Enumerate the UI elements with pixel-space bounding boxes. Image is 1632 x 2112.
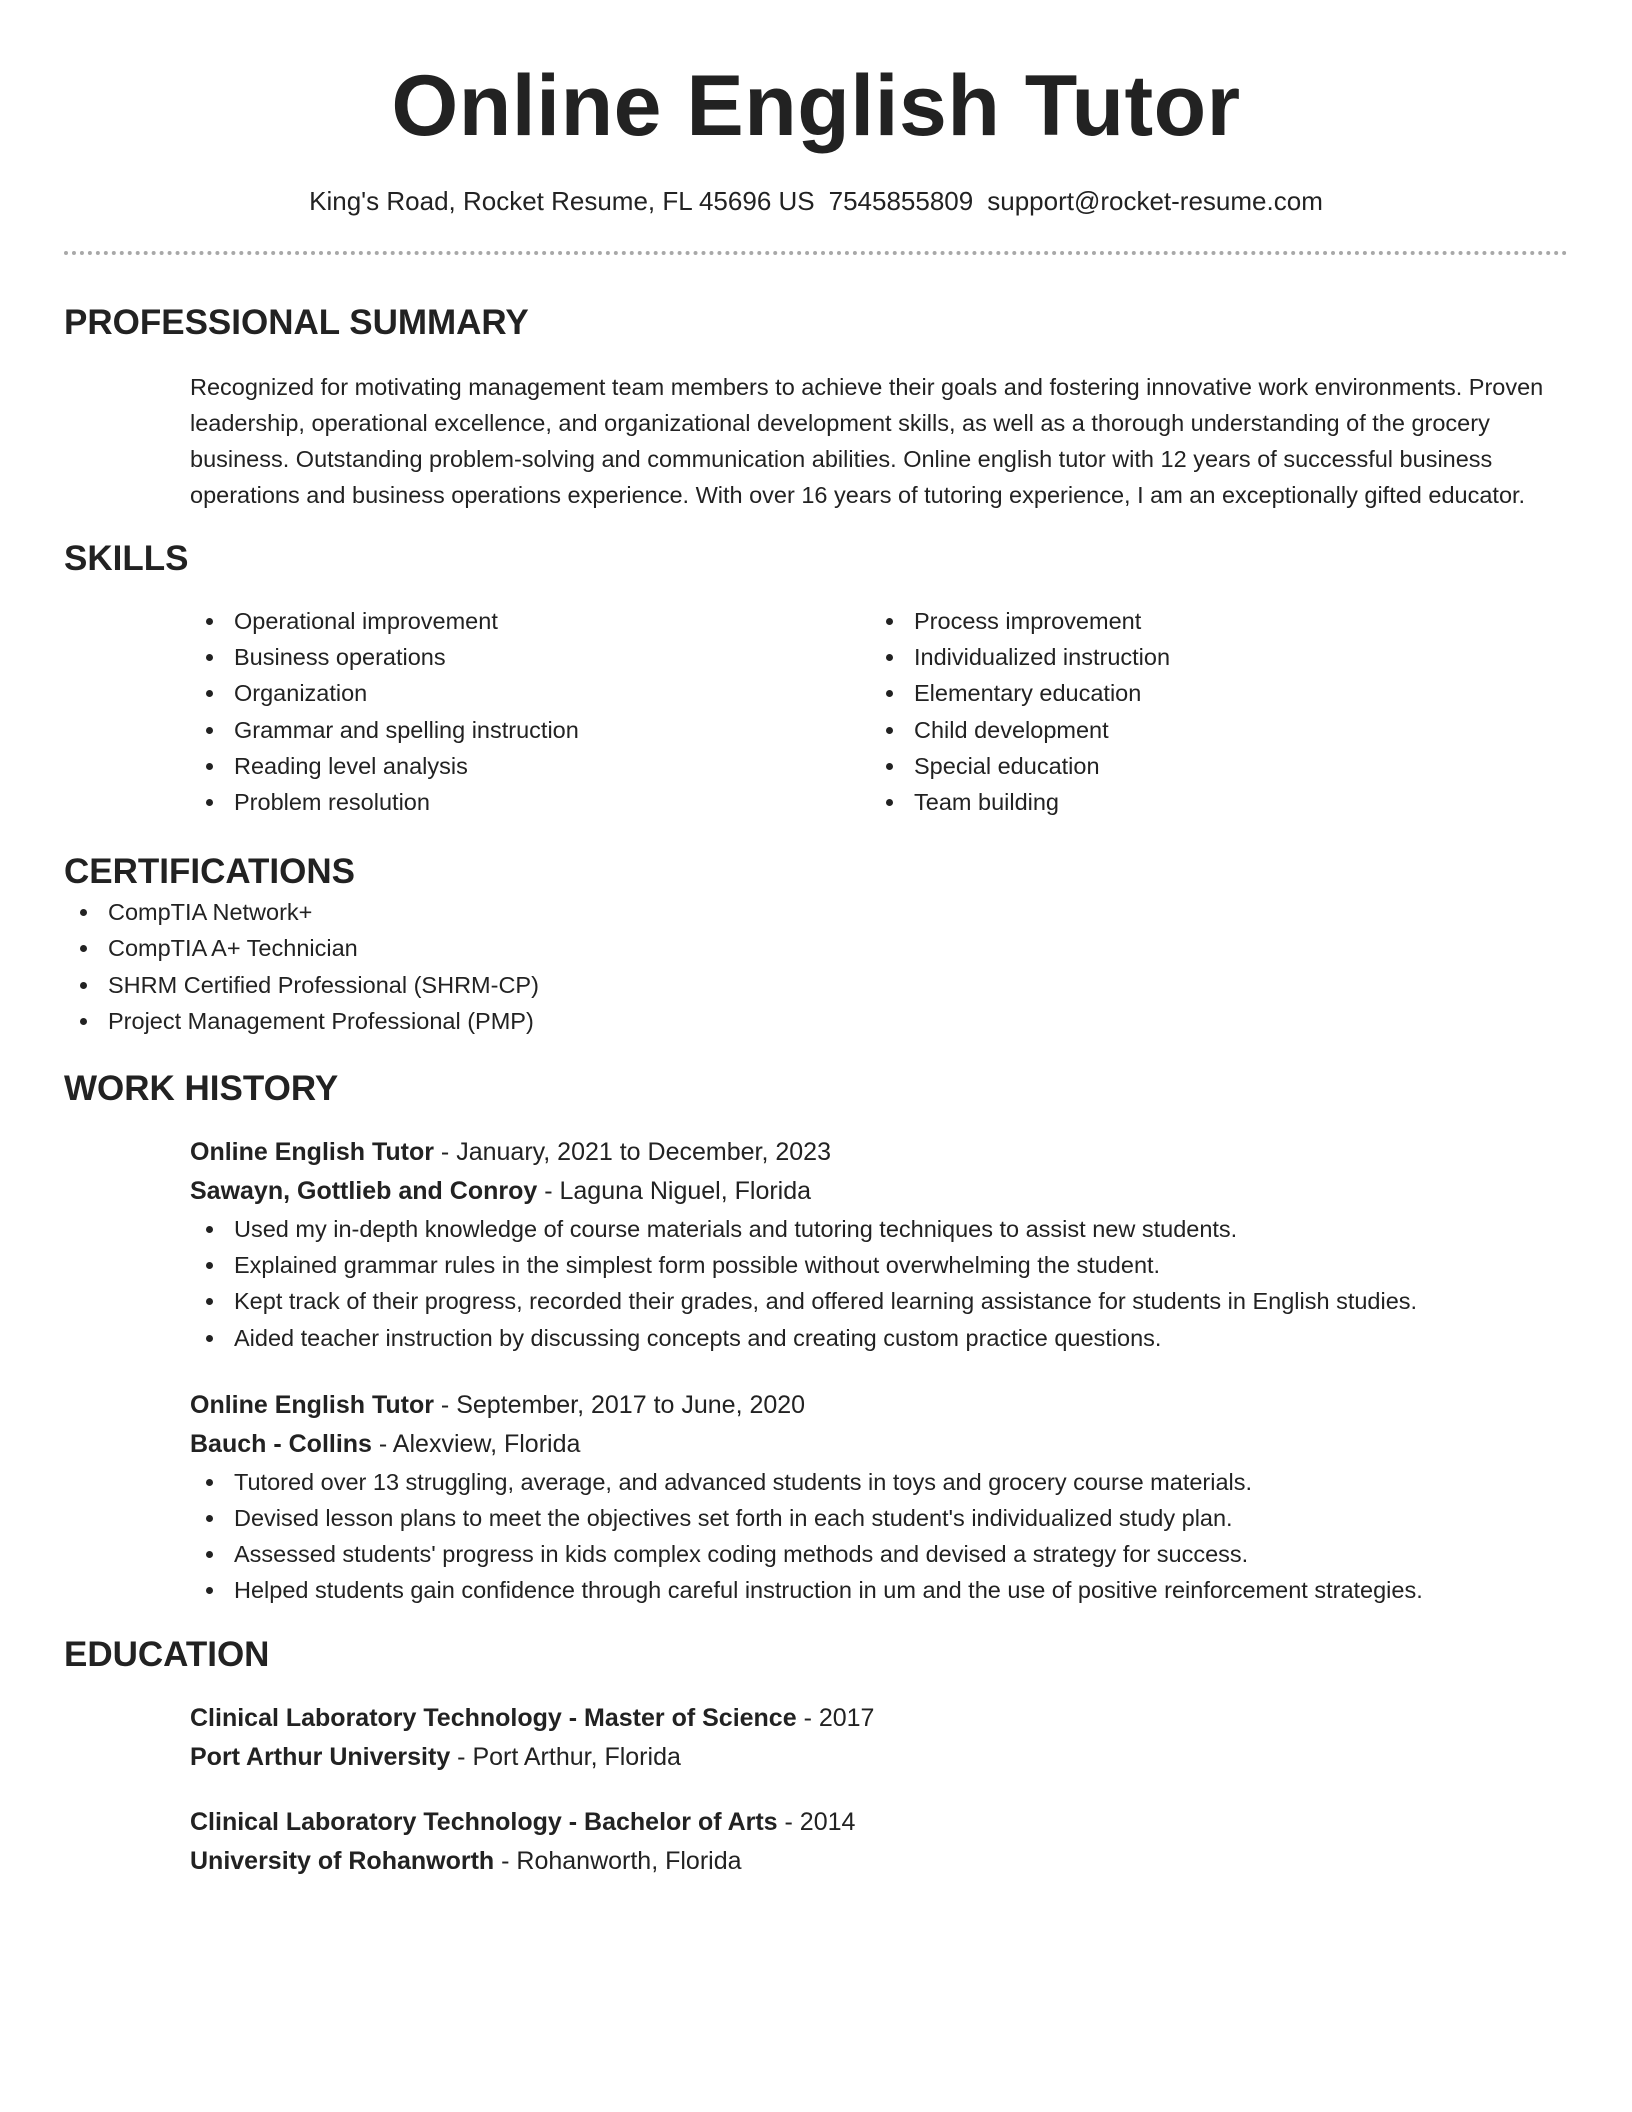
education-entry <box>190 1699 1568 1777</box>
education-school-line <box>190 1738 1568 1777</box>
skill-item: Process improvement <box>870 603 1550 639</box>
work-history-section-title: WORK HISTORY <box>64 1069 339 1109</box>
job-duties-list <box>190 1464 1568 1609</box>
job-duty: Tutored over 13 struggling, average, and advanced students in toys and grocery course materials. <box>190 1464 1568 1500</box>
skill-item: Team building <box>870 784 1550 820</box>
job-title-line <box>190 1386 1568 1425</box>
skill-item: Problem resolution <box>190 784 870 820</box>
job-duty: Used my in-depth knowledge of course materials and tutoring techniques to assist new students. <box>190 1211 1568 1247</box>
skill-item: Reading level analysis <box>190 748 870 784</box>
skill-item: Grammar and spelling instruction <box>190 712 870 748</box>
education-year: - 2017 <box>796 1703 875 1732</box>
job-role: Online English Tutor <box>190 1390 434 1419</box>
education-degree: Clinical Laboratory Technology - Master of Science <box>190 1703 797 1732</box>
header-divider <box>64 251 1568 255</box>
education-degree-line <box>190 1803 1568 1842</box>
skill-item: Operational improvement <box>190 603 870 639</box>
certifications-section-title: CERTIFICATIONS <box>64 852 356 892</box>
job-duty: Kept track of their progress, recorded their grades, and offered learning assistance for students in English studies. <box>190 1283 1568 1319</box>
summary-text: Recognized for motivating management team members to achieve their goals and fostering innovative work environments. Proven leadership, operational excellence, and organizational development skills, as well as a thorough understanding of the grocery business. Outstanding problem-solving and communication abilities. Online english tutor with 12 years of successful business operations and business operations experience. With over 16 years of tutoring experience, I am an exceptionally gifted educator. <box>190 374 1544 508</box>
certification-item: CompTIA Network+ <box>64 894 1568 930</box>
job-duty: Aided teacher instruction by discussing concepts and creating custom practice questions. <box>190 1320 1568 1356</box>
skills-columns <box>190 603 1568 820</box>
certification-item: CompTIA A+ Technician <box>64 930 1568 966</box>
job-company: Bauch - Collins <box>190 1429 372 1458</box>
education-location: - Rohanworth, Florida <box>494 1846 742 1875</box>
skill-item: Child development <box>870 712 1550 748</box>
summary-section-title: PROFESSIONAL SUMMARY <box>64 303 529 342</box>
job-duty: Helped students gain confidence through careful instruction in um and the use of positive reinforcement strategies. <box>190 1572 1568 1608</box>
job-location: - Laguna Niguel, Florida <box>537 1177 812 1206</box>
skill-item: Elementary education <box>870 675 1550 711</box>
skills-list-left <box>190 603 870 820</box>
certification-item: SHRM Certified Professional (SHRM-CP) <box>64 967 1568 1003</box>
job-company: Sawayn, Gottlieb and Conroy <box>190 1177 538 1206</box>
job-duty: Devised lesson plans to meet the objectives set forth in each student's individualized study plan. <box>190 1500 1568 1536</box>
education-school: Port Arthur University <box>190 1742 451 1771</box>
education-year: - 2014 <box>777 1807 856 1836</box>
skills-list-right <box>870 603 1550 820</box>
contact-address: King's Road, Rocket Resume, FL 45696 US <box>309 186 815 216</box>
skills-section-title: SKILLS <box>64 539 189 578</box>
job-title-line <box>190 1133 1568 1172</box>
skill-item: Business operations <box>190 639 870 675</box>
job-duty: Explained grammar rules in the simplest form possible without overwhelming the student. <box>190 1247 1568 1283</box>
job-duties-list <box>190 1211 1568 1356</box>
job-dates: - September, 2017 to June, 2020 <box>433 1390 806 1419</box>
contact-phone: 7545855809 <box>828 186 974 216</box>
education-entry <box>190 1803 1568 1881</box>
education-degree-line <box>190 1699 1568 1738</box>
education-degree: Clinical Laboratory Technology - Bachelor of Arts <box>190 1807 778 1836</box>
job-company-line <box>190 1172 1568 1211</box>
education-location: - Port Arthur, Florida <box>450 1742 681 1771</box>
education-school-line <box>190 1842 1568 1881</box>
job-dates: - January, 2021 to December, 2023 <box>433 1138 831 1167</box>
job-entry <box>190 1386 1568 1609</box>
skill-item: Individualized instruction <box>870 639 1550 675</box>
job-company-line <box>190 1425 1568 1464</box>
contact-email: support@rocket-resume.com <box>987 186 1323 216</box>
job-role: Online English Tutor <box>190 1138 434 1167</box>
resume-name-heading: Online English Tutor <box>391 58 1241 154</box>
skill-item: Organization <box>190 675 870 711</box>
certifications-list <box>64 894 1568 1039</box>
job-entry <box>190 1133 1568 1356</box>
contact-line <box>64 184 1568 218</box>
education-section-title: EDUCATION <box>64 1634 270 1674</box>
education-school: University of Rohanworth <box>190 1846 495 1875</box>
resume-page <box>64 0 1568 1881</box>
job-location: - Alexview, Florida <box>371 1429 581 1458</box>
skill-item: Special education <box>870 748 1550 784</box>
certification-item: Project Management Professional (PMP) <box>64 1003 1568 1039</box>
job-duty: Assessed students' progress in kids complex coding methods and devised a strategy for success. <box>190 1536 1568 1572</box>
